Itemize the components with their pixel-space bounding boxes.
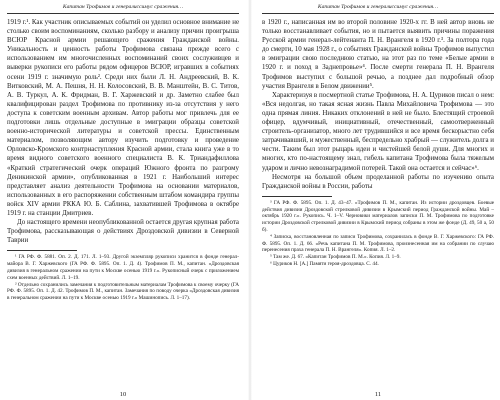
left-page xyxy=(7,0,239,400)
footnote: ² Отдельно сохранились замечания к подготовительным материалам Трофимова к своему очерку (ГА РФ. Ф. 5895. Оп. 1. Д. 42. Трофимов П. М., капитан. Замечания по поводу очерка «Дроздовская дивизия в генеральном сражении на пути к Москве осенью 1919 г.» Машинопись. Л. 1–17). xyxy=(7,281,239,302)
paragraph: До настоящего времени неопубликованной остается другая крупная работа Трофимова, рассказывающая о действиях Дроздовской дивизии в Северной Таврии xyxy=(7,219,239,245)
paragraph: в 1920 г., написанная им во второй половине 1920-х гг. В ней автор вновь не только восстанавливает события, но и пытается выявить причины поражения Русской армии генерал-лейтенанта П. Н. Врангеля в 1920 г.³. За полтора года до смерти, 10 мая 1928 г., о событиях Гражданской войны Трофимов выпустил в эмиграции свою последнюю статью, на этот раз по теме «Белые армии в 1920 г. и поход в Заднепровье»⁴. После смерти генерала П. Н. Врангеля Трофимов выступил с большой речью, а позднее дал подробный обзор участия Врангеля в Белом движении⁵. xyxy=(262,19,494,90)
page-number: 10 xyxy=(119,391,127,398)
footnote: ⁶ Цуриков Н. [А.] Памяти героя-дроздовца. С. 44. xyxy=(270,260,379,267)
book-gutter xyxy=(248,0,252,400)
footnote: ³ ГА РФ. Ф. 5895. Оп. 1. Д. 43–47. «Трофимов П. М., капитан. Из истории дроздовцев. Боевые действия дивизии Дроздовской стрелковой дивизии в Крымский период Гражданской войны. Май – октябрь 1920 г.». Рукопись. Ч. 1–V. Черновики материалов записки П. М. Трофимова по подготовке истории Дроздовской стрелковой дивизии в Крымский период собраны в этом же фонде (Д. 49, 50 а, 50 б). xyxy=(262,199,494,233)
running-header: Капитан Трофимов и генералиссимус сражения… xyxy=(262,0,494,14)
footnote-divider xyxy=(7,250,77,251)
paragraph: Несмотря на большой объем проделанной работы по изучению опыта Гражданской войны в России, работы xyxy=(262,173,494,190)
running-header: Капитан Трофимов и генералиссимус сражения… xyxy=(7,0,239,14)
footnote: ⁴ Записка, восстановленная по записи Трофимова, сохранилась в фонде В. Г. Харжевского: ГА РФ. Ф. 5895. Оп. 1. Д. 66. «Речь капитана П. М. Трофимова, произнесенная им на собрании по случаю перенесения праха генерала П. Н. Врангеля». Копия. Л. 1–2. xyxy=(262,233,494,254)
page-number: 11 xyxy=(374,391,382,398)
paragraph: 1919 г.¹. Как участник описываемых событий он уделил основное внимание не столько своим воспоминаниям, сколько разбору и анализу причин проигрыша ВСЮР Красной армии решающего сражения Гражданской войны. Уникальность и ценность работы Трофимова связана прежде всего с использованием им многочисленных воспоминаний своих сослуживцев и выверки рукописи его работы рядом офицеров ВСЮР, игравших в событиях осени 1919 г. значимую роль². Среди них были Л. Н. Андреевский, В. К. Витковский, М. А. Пешня, Н. Н. Колосовский, В. В. Манштейн, В. С. Титов, А. В. Туркул, А. К. Фридман, В. Г. Харжевский и др. Заметно слабее был квалифицирован раздел Трофимова по противнику из-за отсутствия у него доступа к советским военным архивам. Автор работы мог привлечь для ее подготовки лишь отдельные доступные в эмиграции образцы советской военно-исторической литературы и советской прессы. Единственным материалом, позволяющим автору изучить подготовку и проведение Орловско-Кромского контрнаступления Красной армии, стала книга уже в то время видного советского военного специалиста В. К. Триандафиллова «Краткий стратегический очерк операций Южного фронта по разгрому Деникинской армии», опубликованная в 1921 г. Наибольший интерес представляет анализ деятельности Трофимова на основании материалов, использованных в его распоряжении собственным штабом командира группы войск XIV армии РККА Ю. Б. Саблина, захватившей Трофимова в октябре 1919 г. на станции Дмитриев. xyxy=(7,19,239,217)
footnote-divider xyxy=(262,196,332,197)
paragraph: Характеризуя в посмертной статье Трофимова, Н. А. Цуриков писал о нем: «Вся недолгая, но такая ясная жизнь Павла Михайловича Трофимова — это одна прямая линия. Никаких отклонений в ней не было. Блестящий строевой офицер, вдумчивый, инициативный, отечественный, самоотверженный строитель-организатор, много лет трудившийся и все время бескорыстно себя затрачивавший, и мужественный, беспредельно храбрый — служитель долга и чести. Таким был этот рыцарь идеи и чистейшей белой души. Для многих и многих, кто по-настоящему знал, гибель капитана Трофимова была тяжелым ударом и лично невознаградимой потерей. Такой она остается и сейчас»⁶. xyxy=(262,91,494,172)
footnote: ¹ ГА РФ. Ф. 5881. Оп. 2. Д. 171. Л. 1–93. Другой экземпляр рукописи хранится в фонде генерал-майора В. Г. Харжевского (ГА РФ. Ф. 5895. Оп. 1. Д. 4). Трофимов П. М., капитан. «Дроздовская дивизия в генеральном сражении на пути к Москве осенью 1919 г.». Рукописный очерк с приложением схем военных действий. Л. 1–19. xyxy=(7,254,239,281)
footnotes xyxy=(262,200,494,268)
body-text xyxy=(262,18,494,191)
footnotes xyxy=(7,254,239,302)
body-text xyxy=(7,18,239,245)
right-page xyxy=(262,0,494,400)
footnote: ⁵ Там же. Д. 67. «Капитан Трофимов П. М.». Копия. Л. 1–9. xyxy=(270,254,401,261)
